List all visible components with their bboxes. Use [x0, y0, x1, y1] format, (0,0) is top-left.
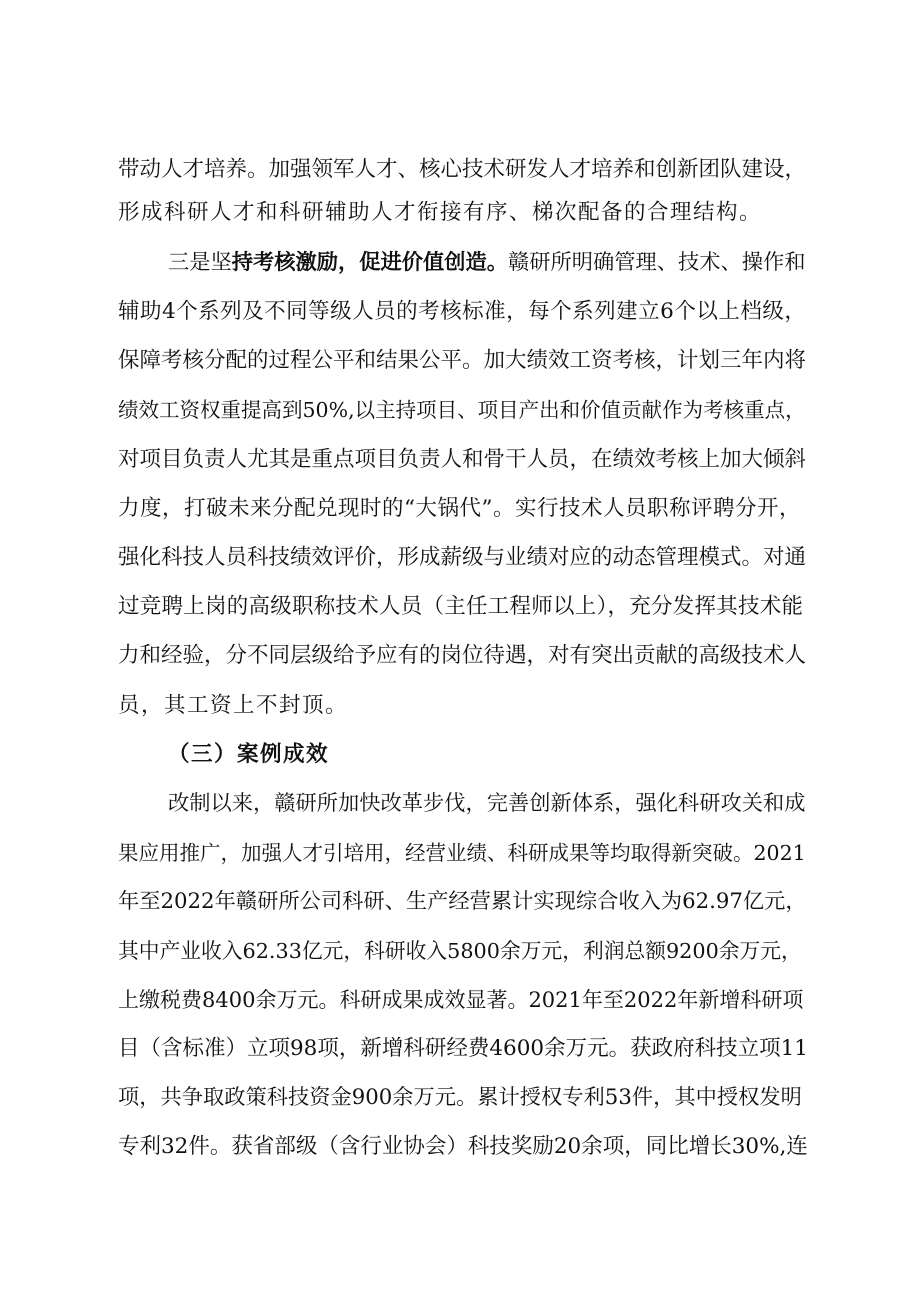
paragraph-line: 过竞聘上岗的高级职称技术人员（主任工程师以上），充分发挥其技术能	[118, 594, 804, 619]
paragraph-first-line: 改制以来，赣研所加快改革步伐，完善创新体系，强化科研攻关和成	[168, 791, 806, 816]
paragraph-emphasis: 持考核激励，促进价值创造。	[231, 250, 509, 275]
paragraph-line: 其中产业收入62.33亿元，科研收入5800余万元，利润总额9200余万元，	[118, 939, 802, 963]
paragraph-line: 项，共争取政策科技资金900余万元。累计授权专利53件，其中授权发明	[118, 1085, 802, 1110]
paragraph-line: 目（含标准）立项98项，新增科研经费4600余万元。获政府科技立项11	[118, 1036, 808, 1061]
paragraph-line: 年至2022年赣研所公司科研、生产经营累计实现综合收入为62.97亿元，	[118, 889, 807, 914]
paragraph-line: 员，其工资上不封顶。	[118, 693, 349, 718]
paragraph-line: 专利32件。获省部级（含行业协会）科技奖励20余项，同比增长30%,连	[118, 1134, 808, 1159]
paragraph-line: 上缴税费8400余万元。科研成果成效显著。2021年至2022年新增科研项	[118, 988, 804, 1012]
paragraph-line: 力度，打破未来分配兑现时的“大锅代”。实行技术人员职称评聘分开，	[118, 496, 801, 521]
paragraph-text: 赣研所明确管理、技术、操作和	[508, 250, 806, 275]
paragraph-line: 果应用推广，加强人才引培用，经营业绩、科研成果等均取得新突破。2021	[118, 841, 806, 865]
paragraph-line: 力和经验，分不同层级给予应有的岗位待遇，对有突出贡献的高级技术人	[118, 643, 807, 668]
paragraph-line: 形成科研人才和科研辅助人才衔接有序、梯次配备的合理结构。	[118, 200, 763, 225]
paragraph-line: 保障考核分配的过程公平和结果公平。加大绩效工资考核，计划三年内将	[118, 348, 807, 373]
paragraph-first-line	[168, 243, 808, 283]
paragraph-line: 辅助4个系列及不同等级人员的考核标准，每个系列建立6个以上档级，	[118, 299, 807, 324]
section-heading: （三）案例成效	[168, 742, 330, 767]
paragraph-lead: 三是坚	[168, 250, 232, 275]
paragraph-line: 带动人才培养。加强领军人才、核心技术研发人才培养和创新团队建设，	[118, 157, 807, 182]
paragraph-line: 强化科技人员科技绩效评价，形成薪级与业绩对应的动态管理模式。对通	[118, 545, 807, 570]
paragraph-line: 绩效工资权重提高到50%,以主持项目、项目产出和价值贡献作为考核重点，	[118, 398, 806, 422]
paragraph-line: 对项目负责人尤其是重点项目负责人和骨干人员，在绩效考核上加大倾斜	[118, 447, 807, 472]
